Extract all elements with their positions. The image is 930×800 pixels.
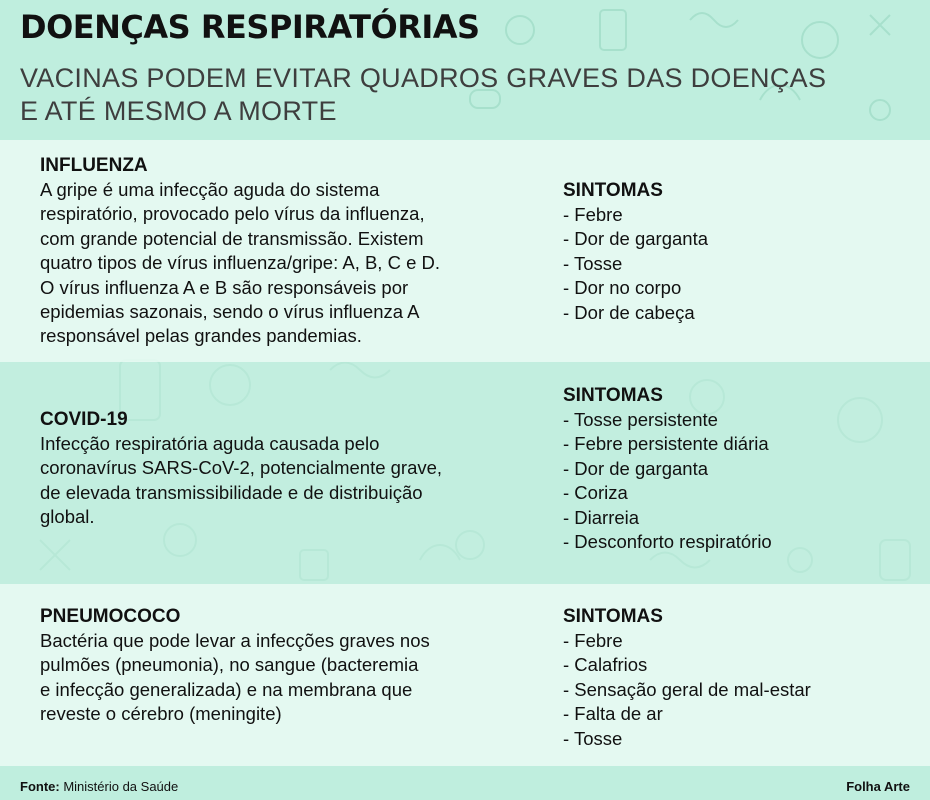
description-line: responsável pelas grandes pandemias. bbox=[40, 325, 362, 347]
symptom-item: - Tosse bbox=[563, 252, 623, 274]
symptom-item: - Dor de cabeça bbox=[563, 301, 695, 323]
symptom-item: - Calafrios bbox=[563, 654, 648, 676]
disease-name: INFLUENZA bbox=[40, 155, 148, 176]
symptom-item: - Falta de ar bbox=[563, 703, 663, 725]
symptom-item: - Dor de garganta bbox=[563, 457, 709, 479]
symptoms-title: SINTOMAS bbox=[563, 606, 663, 627]
description-line: pulmões (pneumonia), no sangue (bacteremia bbox=[40, 654, 419, 676]
description-line: e infecção generalizada) e na membrana que bbox=[40, 678, 413, 700]
symptoms-list bbox=[563, 408, 772, 554]
description-line: respiratório, provocado pelo vírus da influenza, bbox=[40, 203, 425, 225]
description-line: quatro tipos de vírus influenza/gripe: A, B, C e D. bbox=[40, 252, 441, 274]
symptom-item: - Febre bbox=[563, 630, 623, 651]
symptoms-title: SINTOMAS bbox=[563, 385, 663, 406]
source-label: Fonte: bbox=[20, 779, 60, 794]
symptom-item: - Dor no corpo bbox=[563, 277, 682, 299]
symptom-item: - Tosse persistente bbox=[563, 409, 718, 430]
source-credit bbox=[20, 779, 178, 795]
symptom-item: - Febre persistente diária bbox=[563, 433, 769, 455]
description-line: epidemias sazonais, sendo o vírus influenza A bbox=[40, 301, 420, 323]
description-line: de elevada transmissibilidade e de distribuição bbox=[40, 481, 423, 503]
disease-description bbox=[40, 629, 510, 727]
disease-description bbox=[40, 178, 510, 349]
description-line: Bactéria que pode levar a infecções graves nos bbox=[40, 630, 430, 651]
disease-name: PNEUMOCOCO bbox=[40, 606, 181, 627]
subtitle-line: VACINAS PODEM EVITAR QUADROS GRAVES DAS DOENÇAS bbox=[20, 63, 827, 93]
symptom-item: - Sensação geral de mal-estar bbox=[563, 678, 811, 700]
symptom-item: - Dor de garganta bbox=[563, 228, 709, 250]
description-line: reveste o cérebro (meningite) bbox=[40, 703, 282, 725]
symptoms-list bbox=[563, 629, 811, 751]
description-line: com grande potencial de transmissão. Existem bbox=[40, 227, 424, 249]
symptom-item: - Coriza bbox=[563, 482, 628, 504]
description-line: Infecção respiratória aguda causada pelo bbox=[40, 433, 380, 454]
source-text: Ministério da Saúde bbox=[63, 779, 179, 794]
symptoms-title: SINTOMAS bbox=[563, 180, 663, 201]
disease-name: COVID-19 bbox=[40, 409, 128, 430]
description-line: coronavírus SARS-CoV-2, potencialmente grave, bbox=[40, 457, 443, 479]
subtitle-line: E ATÉ MESMO A MORTE bbox=[20, 96, 337, 126]
art-credit: Folha Arte bbox=[846, 779, 910, 794]
description-line: O vírus influenza A e B são responsáveis por bbox=[40, 276, 409, 298]
page-subtitle bbox=[20, 62, 826, 128]
symptom-item: - Febre bbox=[563, 204, 623, 225]
symptoms-list bbox=[563, 203, 708, 325]
description-line: A gripe é uma infecção aguda do sistema bbox=[40, 179, 380, 200]
symptom-item: - Desconforto respiratório bbox=[563, 531, 772, 553]
page-title: DOENÇAS RESPIRATÓRIAS bbox=[20, 8, 480, 46]
symptom-item: - Tosse bbox=[563, 727, 623, 749]
disease-description bbox=[40, 432, 510, 530]
description-line: global. bbox=[40, 506, 95, 528]
symptom-item: - Diarreia bbox=[563, 506, 640, 528]
